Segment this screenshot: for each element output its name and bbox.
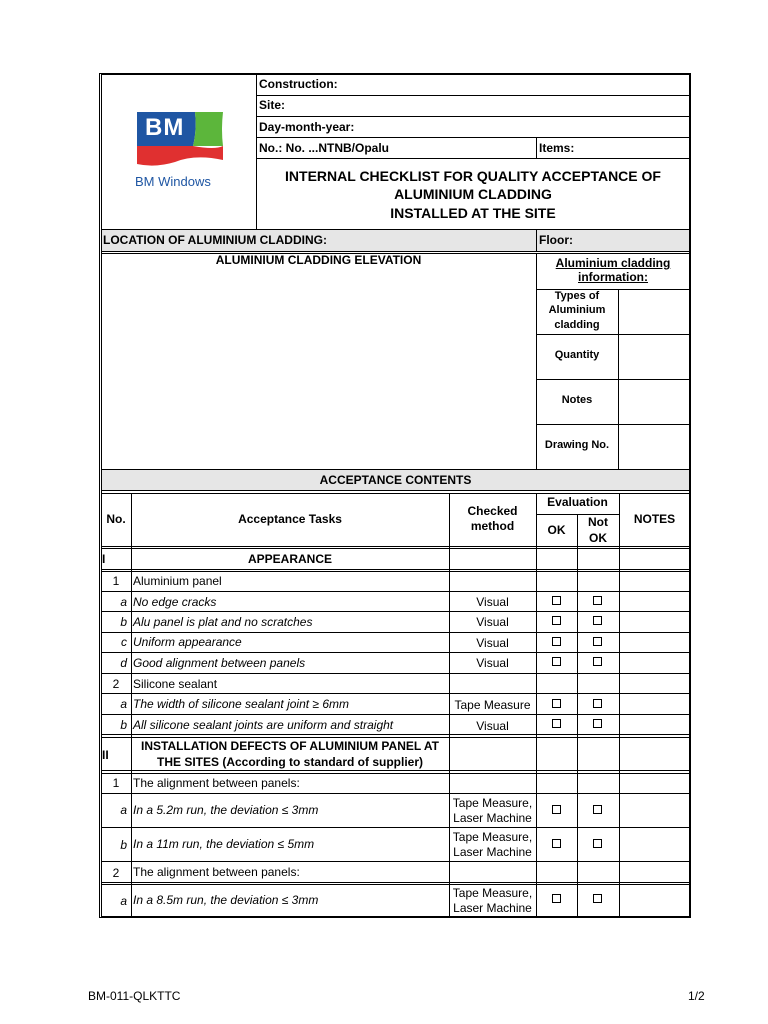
- col-notok-2: OK: [589, 531, 607, 545]
- row-3a-method-1: Tape Measure,: [452, 796, 533, 810]
- row-1c-method: Visual: [476, 636, 509, 650]
- info-title-2: information:: [578, 270, 648, 284]
- col-method-2: method: [470, 519, 515, 533]
- row-2b-ok-checkbox[interactable]: [552, 719, 561, 728]
- section-2-title-1: INSTALLATION DEFECTS OF ALUMINIUM PANEL AT: [141, 739, 439, 753]
- row-1b-task: Alu panel is plat and no scratches: [133, 615, 313, 629]
- row-3b-ok-checkbox[interactable]: [552, 839, 561, 848]
- number-label: No.: No. ...NTNB/Opalu: [259, 141, 389, 155]
- row-1d-task: Good alignment between panels: [133, 656, 306, 670]
- row-1b-no: b: [120, 615, 127, 629]
- row-1c-ok-checkbox[interactable]: [552, 637, 561, 646]
- quantity-label: Quantity: [554, 349, 600, 361]
- row-2b-method: Visual: [476, 719, 509, 733]
- section-1-no: I: [102, 552, 106, 566]
- types-label-2: Aluminium: [548, 304, 606, 316]
- row-3b-method-1: Tape Measure,: [452, 830, 533, 844]
- row-3b-notok-checkbox[interactable]: [593, 839, 602, 848]
- col-ok: OK: [547, 523, 566, 537]
- site-label: Site:: [259, 98, 286, 112]
- location-label: LOCATION OF ALUMINIUM CLADDING:: [103, 233, 327, 247]
- row-1d-method: Visual: [476, 656, 509, 670]
- floor-label: Floor:: [539, 233, 573, 247]
- row-3-no: 1: [112, 776, 120, 790]
- row-1d-notok-checkbox[interactable]: [593, 657, 602, 666]
- drawing-label: Drawing No.: [544, 439, 610, 451]
- notes-label: Notes: [561, 394, 593, 406]
- acceptance-title: ACCEPTANCE CONTENTS: [319, 473, 472, 487]
- row-2b-no: b: [120, 718, 127, 732]
- row-2-task: Silicone sealant: [133, 677, 218, 691]
- types-label-1: Types of: [554, 290, 600, 302]
- logo: [135, 112, 225, 170]
- row-4-task: The alignment between panels:: [133, 865, 300, 879]
- row-1-task: Aluminium panel: [133, 574, 222, 588]
- types-label-3: cladding: [554, 319, 600, 331]
- info-title-1: Aluminium cladding: [555, 256, 671, 270]
- row-4a-task: In a 8.5m run, the deviation ≤ 3mm: [133, 893, 319, 907]
- section-2-no: II: [102, 748, 109, 762]
- row-4a-method-1: Tape Measure,: [452, 886, 533, 900]
- col-notok-1: Not: [588, 515, 608, 529]
- page-number: 1/2: [688, 989, 705, 1003]
- document-code: BM-011-QLKTTC: [88, 989, 181, 1003]
- date-label: Day-month-year:: [259, 120, 355, 134]
- row-1b-notok-checkbox[interactable]: [593, 616, 602, 625]
- row-1b-ok-checkbox[interactable]: [552, 616, 561, 625]
- title-line-3: INSTALLED AT THE SITE: [390, 205, 556, 221]
- col-method-1: Checked: [467, 504, 518, 518]
- row-1c-no: c: [121, 635, 127, 649]
- row-3b-no: b: [120, 838, 127, 852]
- row-3b-task: In a 11m run, the deviation ≤ 5mm: [133, 837, 315, 851]
- row-4a-no: a: [120, 894, 127, 908]
- row-3a-notok-checkbox[interactable]: [593, 805, 602, 814]
- row-4a-notok-checkbox[interactable]: [593, 894, 602, 903]
- row-4-no: 2: [112, 866, 120, 880]
- row-3b-method-2: Laser Machine: [453, 845, 532, 859]
- section-2-title-2: THE SITES (According to standard of supplier): [156, 755, 423, 769]
- row-1-no: 1: [112, 574, 120, 588]
- logo-name: BM Windows: [135, 174, 211, 189]
- col-notes: NOTES: [633, 512, 676, 526]
- row-1d-ok-checkbox[interactable]: [552, 657, 561, 666]
- row-4a-method-2: Laser Machine: [453, 901, 532, 915]
- col-no: No.: [106, 512, 126, 526]
- row-2a-notok-checkbox[interactable]: [593, 699, 602, 708]
- row-2a-no: a: [120, 697, 127, 711]
- row-3a-no: a: [120, 803, 127, 817]
- col-task: Acceptance Tasks: [238, 512, 342, 526]
- title-line-2: ALUMINIUM CLADDING: [394, 186, 552, 202]
- row-2b-task: All silicone sealant joints are uniform and straight: [133, 718, 394, 732]
- row-1c-task: Uniform appearance: [133, 635, 242, 649]
- row-1a-method: Visual: [476, 595, 509, 609]
- row-1c-notok-checkbox[interactable]: [593, 637, 602, 646]
- row-3a-task: In a 5.2m run, the deviation ≤ 3mm: [133, 803, 319, 817]
- row-2a-task: The width of silicone sealant joint ≥ 6mm: [133, 697, 350, 711]
- row-1d-no: d: [120, 656, 127, 670]
- logo-mark: BM: [145, 114, 185, 141]
- row-1a-notok-checkbox[interactable]: [593, 596, 602, 605]
- title-line-1: INTERNAL CHECKLIST FOR QUALITY ACCEPTANCE OF: [285, 168, 661, 184]
- row-2a-method: Tape Measure: [454, 698, 531, 712]
- row-3a-method-2: Laser Machine: [453, 811, 532, 825]
- items-label: Items:: [539, 141, 575, 155]
- row-1a-ok-checkbox[interactable]: [552, 596, 561, 605]
- construction-label: Construction:: [259, 77, 338, 91]
- row-2b-notok-checkbox[interactable]: [593, 719, 602, 728]
- col-eval: Evaluation: [547, 495, 608, 509]
- row-4a-ok-checkbox[interactable]: [552, 894, 561, 903]
- row-1a-no: a: [120, 595, 127, 609]
- row-1b-method: Visual: [476, 615, 509, 629]
- row-2a-ok-checkbox[interactable]: [552, 699, 561, 708]
- row-3-task: The alignment between panels:: [133, 776, 300, 790]
- row-1a-task: No edge cracks: [133, 595, 217, 609]
- row-2-no: 2: [112, 677, 120, 691]
- section-1-title: APPEARANCE: [247, 552, 332, 566]
- row-3a-ok-checkbox[interactable]: [552, 805, 561, 814]
- elevation-title: ALUMINIUM CLADDING ELEVATION: [215, 253, 422, 267]
